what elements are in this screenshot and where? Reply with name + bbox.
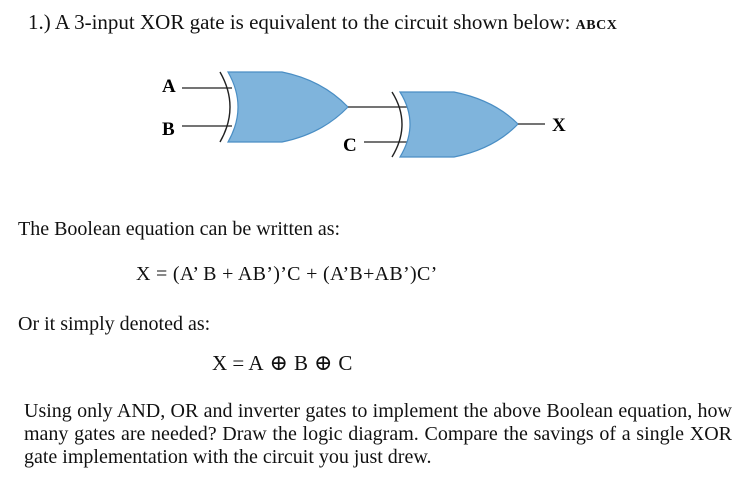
xor-operator-1: ⊕ <box>269 350 288 375</box>
equation-intro: The Boolean equation can be written as: <box>18 218 341 240</box>
xor-gate-1 <box>220 72 348 142</box>
xor-circuit-diagram <box>150 58 590 168</box>
eq2-b: B <box>293 351 308 375</box>
question-title <box>28 10 617 35</box>
task-instructions: Using only AND, OR and inverter gates to implement the above Boolean equation, how many gates are needed? Draw the logic diagram. Compare the savings of a single XOR gate implementation with the circuit you just drew. <box>24 400 732 468</box>
xor-operator-2: ⊕ <box>313 350 333 375</box>
boolean-equation-xor <box>212 350 352 376</box>
eq2-lhs: X = A <box>212 351 264 375</box>
boolean-equation-expanded: X = (A’ B + AB’)’C + (A’B+AB’)C’ <box>136 263 438 285</box>
question-inline-label: ABCX <box>575 18 618 33</box>
input-c-label: C <box>343 135 357 156</box>
input-b-label: B <box>162 119 175 140</box>
question-text: 1.) A 3-input XOR gate is equivalent to the circuit shown below: <box>28 10 571 34</box>
output-x-label: X <box>552 115 566 136</box>
eq2-c: C <box>338 351 353 375</box>
denoted-intro: Or it simply denoted as: <box>18 313 211 335</box>
input-a-label: A <box>162 76 176 97</box>
xor-gate-2 <box>392 92 518 157</box>
